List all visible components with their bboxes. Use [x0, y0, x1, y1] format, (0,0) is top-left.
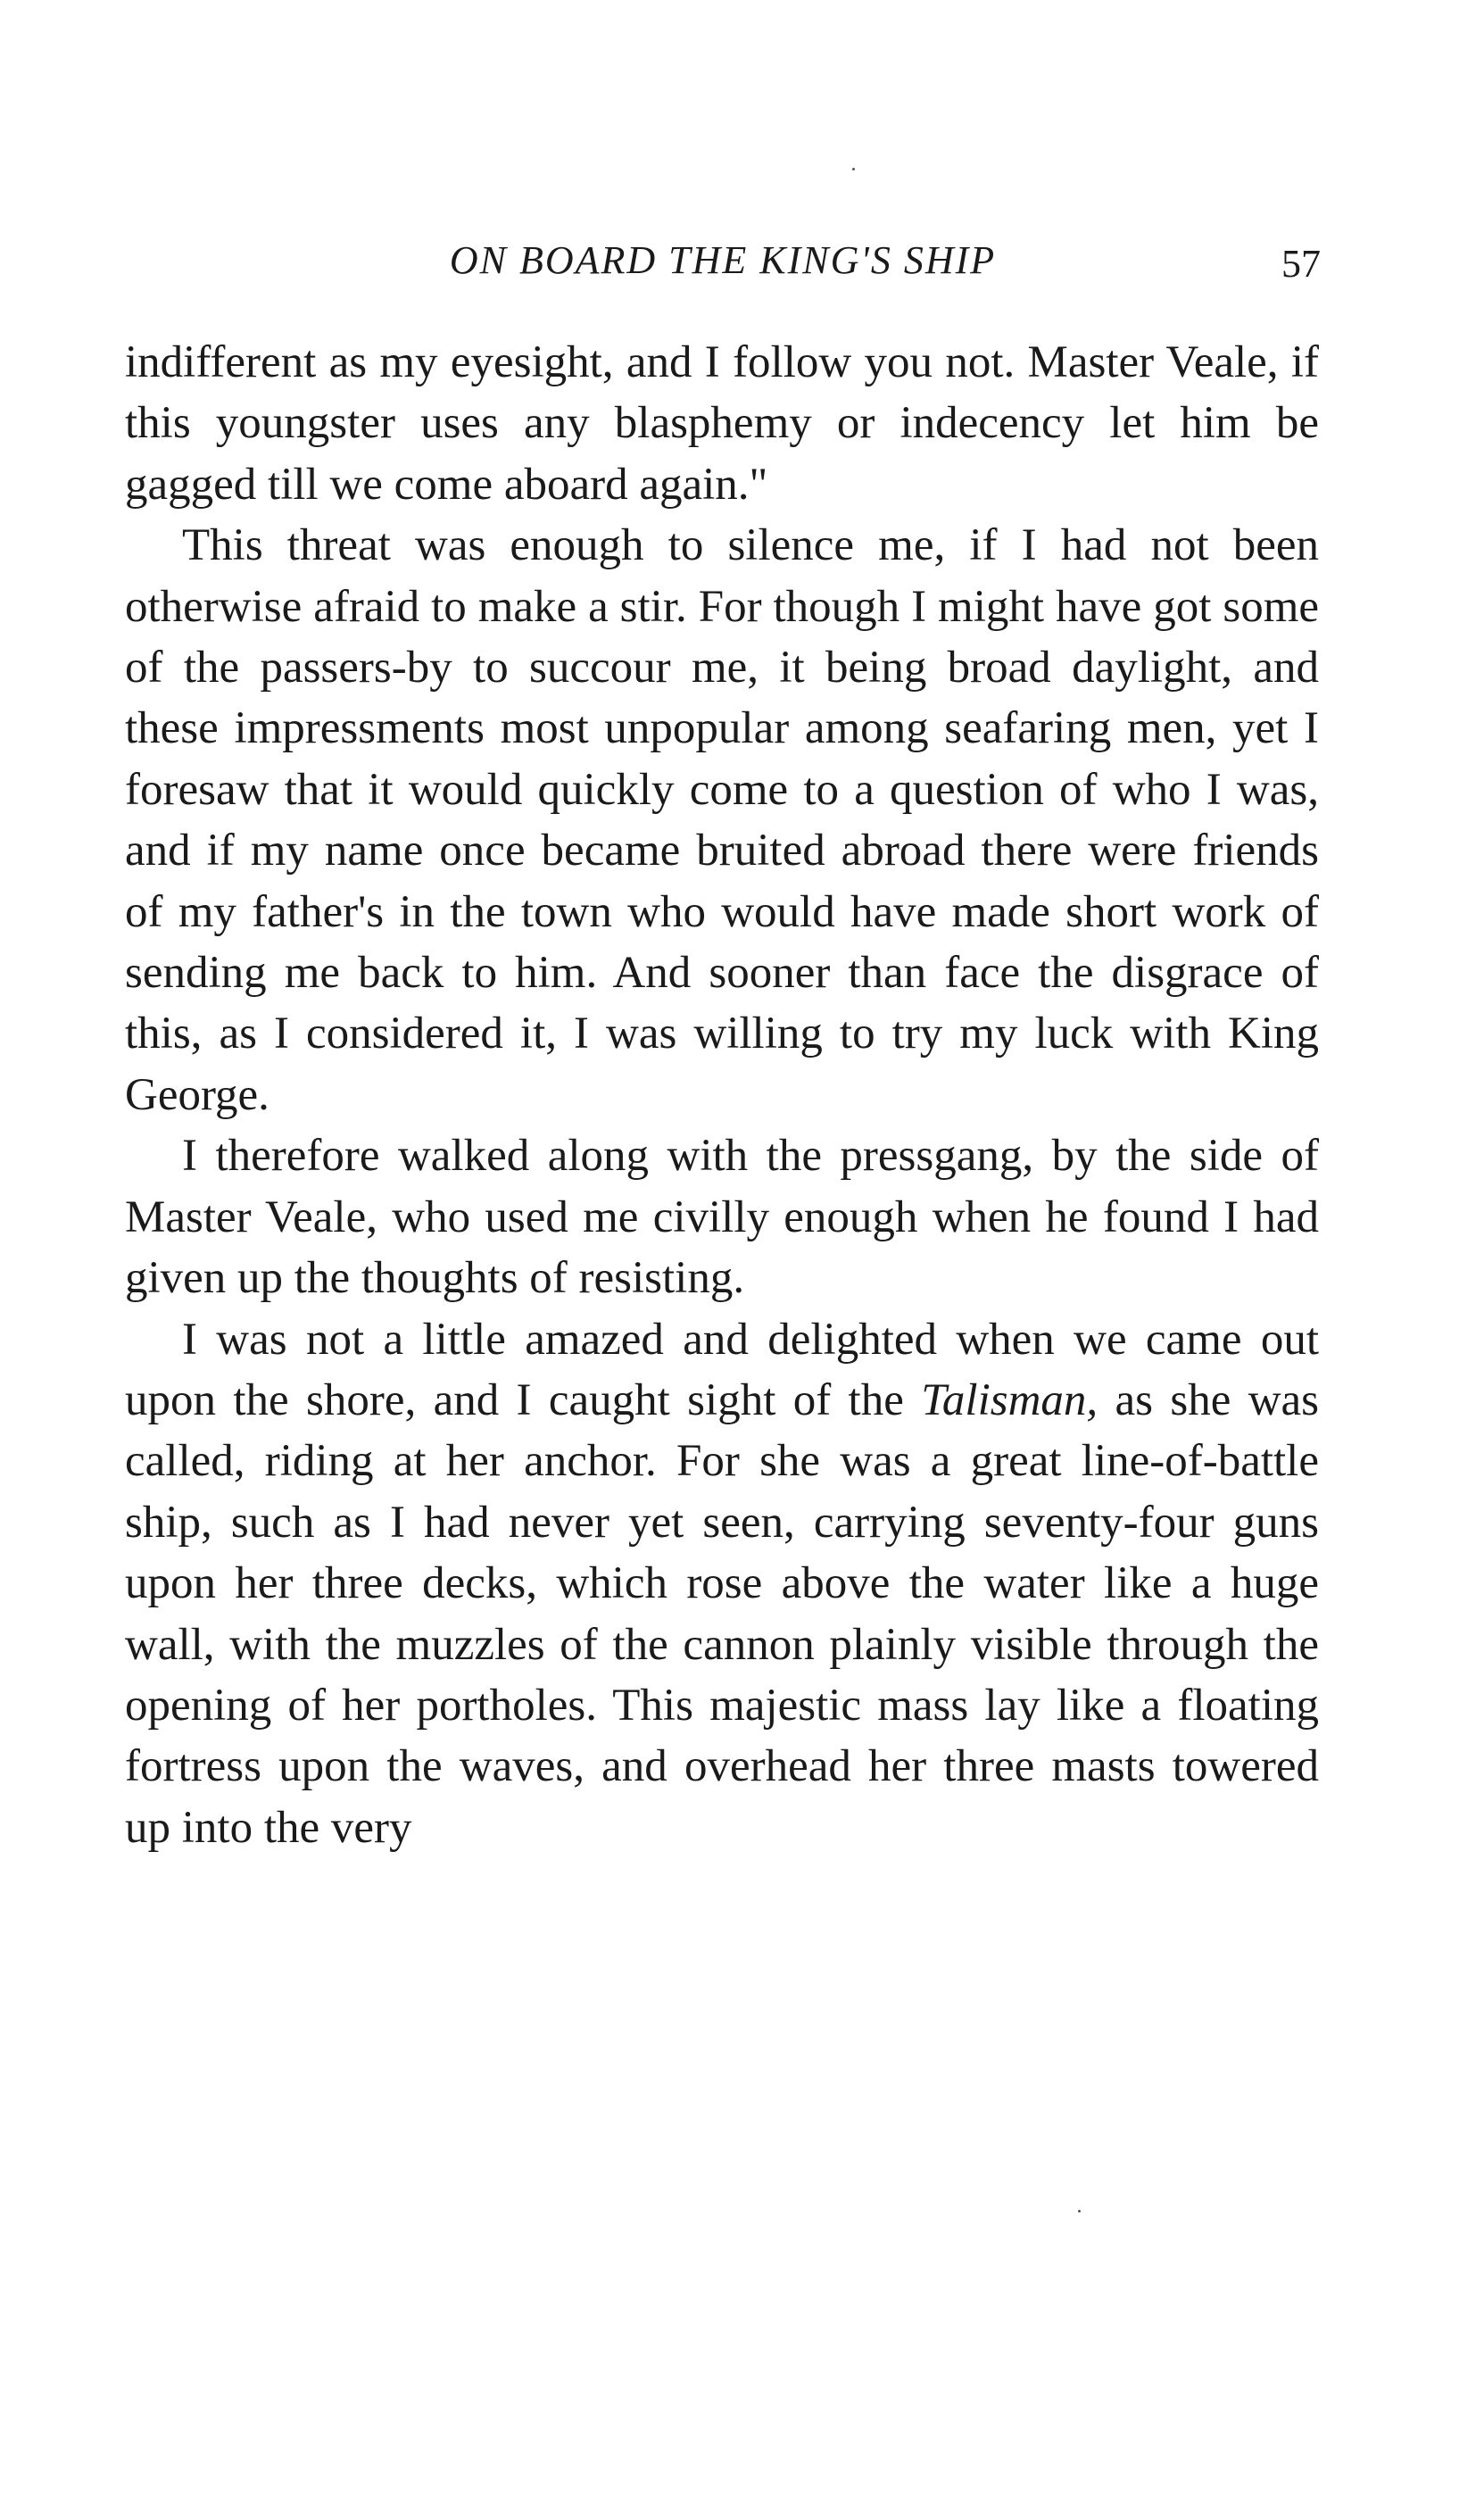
running-head-title: ON BOARD THE KING'S SHIP: [449, 238, 997, 282]
ink-speck: [1078, 2210, 1081, 2213]
body-text: [125, 332, 1319, 1858]
running-head: [125, 234, 1321, 287]
paragraph-continued: indifferent as my eyesight, and I follow you not. Master Veale, if this youngster uses any blasphemy or indecency let him be gagged till we come aboard again.": [125, 337, 1319, 510]
ink-speck: [852, 168, 855, 170]
paragraph-text: as she was called, riding at her anchor. For she was a great line-of-battle ship, such as I had never yet seen, carrying seventy-four guns upon her three decks, which rose above the water like a huge wall, with the muzzles of the cannon plainly visible through the opening of her portholes. This majestic mass lay like a floating fortress upon the waves, and overhead her three masts towered up into the very: [125, 1374, 1320, 1853]
ship-name: Talisman,: [921, 1374, 1098, 1425]
paragraph: This threat was enough to silence me, if I had not been otherwise afraid to make a stir. For though I might have got some of the passers-by to succour me, it being broad daylight, and these impressments most unpopular among seafaring men, yet I foresaw that it would quickly come to a question of who I was, and if my name once became bruited abroad there were friends of my father's in the town who would have made short work of sending me back to him. And sooner than face the disgrace of this, as I considered it, I was willing to try my luck with King George.: [125, 520, 1319, 1120]
page-number: 57: [1281, 242, 1321, 286]
paragraph: [125, 1309, 1319, 1859]
paragraph-text: I was not a little amazed and delighted when we came out upon the shore, and I caught sight of the: [125, 1314, 1319, 1425]
paragraph: I therefore walked along with the pressgang, by the side of Master Veale, who used me civilly enough when he found I had given up the thoughts of resisting.: [125, 1131, 1319, 1304]
